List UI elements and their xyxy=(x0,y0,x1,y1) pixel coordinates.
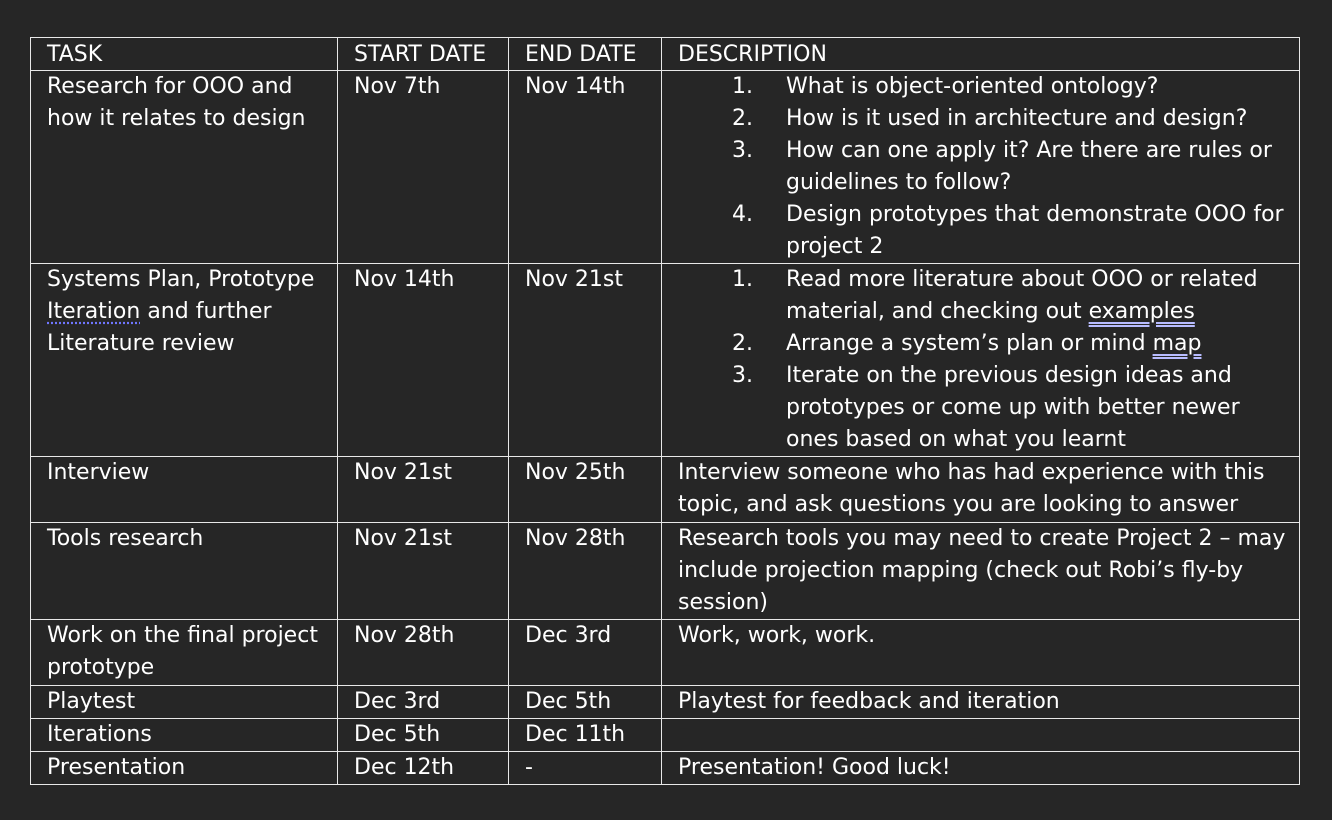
task-text: Systems Plan, Prototype xyxy=(47,267,315,292)
description-cell: Playtest for feedback and iteration xyxy=(662,686,1300,719)
table-row xyxy=(31,264,1300,457)
list-text: Iterate on the previous design ideas and prototypes or come up with better newer ones based on what you learnt xyxy=(786,363,1240,452)
list-item xyxy=(732,103,1293,135)
table-row xyxy=(31,457,1300,523)
description-cell: Work, work, work. xyxy=(662,620,1300,686)
list-number: 3. xyxy=(732,138,753,163)
list-item xyxy=(732,71,1293,103)
schedule-table xyxy=(30,37,1300,785)
task-cell: Tools research xyxy=(31,523,338,620)
list-text: What is object-oriented ontology? xyxy=(786,74,1159,99)
table-row xyxy=(31,620,1300,686)
list-item xyxy=(732,360,1293,456)
task-cell: Interview xyxy=(31,457,338,523)
end-date-cell: - xyxy=(509,752,662,785)
description-cell xyxy=(662,264,1300,457)
table-row xyxy=(31,752,1300,785)
list-item xyxy=(732,328,1293,360)
table-row xyxy=(31,686,1300,719)
list-number: 1. xyxy=(732,74,753,99)
table-row xyxy=(31,71,1300,264)
list-number: 2. xyxy=(732,106,753,131)
description-cell: Interview someone who has had experience with this topic, and ask questions you are looking to answer xyxy=(662,457,1300,523)
header-task: TASK xyxy=(31,38,338,71)
table-row xyxy=(31,719,1300,752)
description-list xyxy=(678,71,1293,263)
list-number: 2. xyxy=(732,331,753,356)
end-date-cell: Nov 21st xyxy=(509,264,662,457)
table-header-row xyxy=(31,38,1300,71)
task-cell: Work on the final project prototype xyxy=(31,620,338,686)
header-end-date: END DATE xyxy=(509,38,662,71)
start-date-cell: Nov 21st xyxy=(338,457,509,523)
header-start-date: START DATE xyxy=(338,38,509,71)
task-cell xyxy=(31,264,338,457)
task-cell: Playtest xyxy=(31,686,338,719)
start-date-cell: Nov 14th xyxy=(338,264,509,457)
list-text: How can one apply it? Are there are rules or guidelines to follow? xyxy=(786,138,1272,195)
task-cell: Iterations xyxy=(31,719,338,752)
end-date-cell: Nov 25th xyxy=(509,457,662,523)
end-date-cell: Nov 28th xyxy=(509,523,662,620)
end-date-cell: Dec 3rd xyxy=(509,620,662,686)
table-row xyxy=(31,523,1300,620)
list-item xyxy=(732,264,1293,328)
description-cell: Presentation! Good luck! xyxy=(662,752,1300,785)
task-cell: Research for OOO and how it relates to design xyxy=(31,71,338,264)
grammar-word[interactable]: examples xyxy=(1088,299,1195,324)
start-date-cell: Nov 28th xyxy=(338,620,509,686)
list-text: Arrange a system’s plan or mind xyxy=(786,331,1153,356)
end-date-cell: Dec 11th xyxy=(509,719,662,752)
start-date-cell: Dec 12th xyxy=(338,752,509,785)
start-date-cell: Nov 21st xyxy=(338,523,509,620)
spellcheck-word[interactable]: Iteration xyxy=(47,299,141,324)
start-date-cell: Dec 5th xyxy=(338,719,509,752)
list-number: 3. xyxy=(732,363,753,388)
task-text: and further Literature review xyxy=(47,299,272,356)
start-date-cell: Dec 3rd xyxy=(338,686,509,719)
list-text: Read more literature about OOO or related material, and checking out xyxy=(786,267,1258,324)
description-cell xyxy=(662,71,1300,264)
header-description: DESCRIPTION xyxy=(662,38,1300,71)
description-list xyxy=(678,264,1293,456)
grammar-word[interactable]: map xyxy=(1152,331,1202,356)
list-item xyxy=(732,199,1293,263)
list-text: How is it used in architecture and design? xyxy=(786,106,1248,131)
task-cell: Presentation xyxy=(31,752,338,785)
start-date-cell: Nov 7th xyxy=(338,71,509,264)
list-number: 1. xyxy=(732,267,753,292)
list-item xyxy=(732,135,1293,199)
list-number: 4. xyxy=(732,202,753,227)
end-date-cell: Nov 14th xyxy=(509,71,662,264)
list-text: Design prototypes that demonstrate OOO for project 2 xyxy=(786,202,1284,259)
description-cell xyxy=(662,719,1300,752)
description-cell: Research tools you may need to create Project 2 – may include projection mapping (check out Robi’s fly-by session) xyxy=(662,523,1300,620)
end-date-cell: Dec 5th xyxy=(509,686,662,719)
